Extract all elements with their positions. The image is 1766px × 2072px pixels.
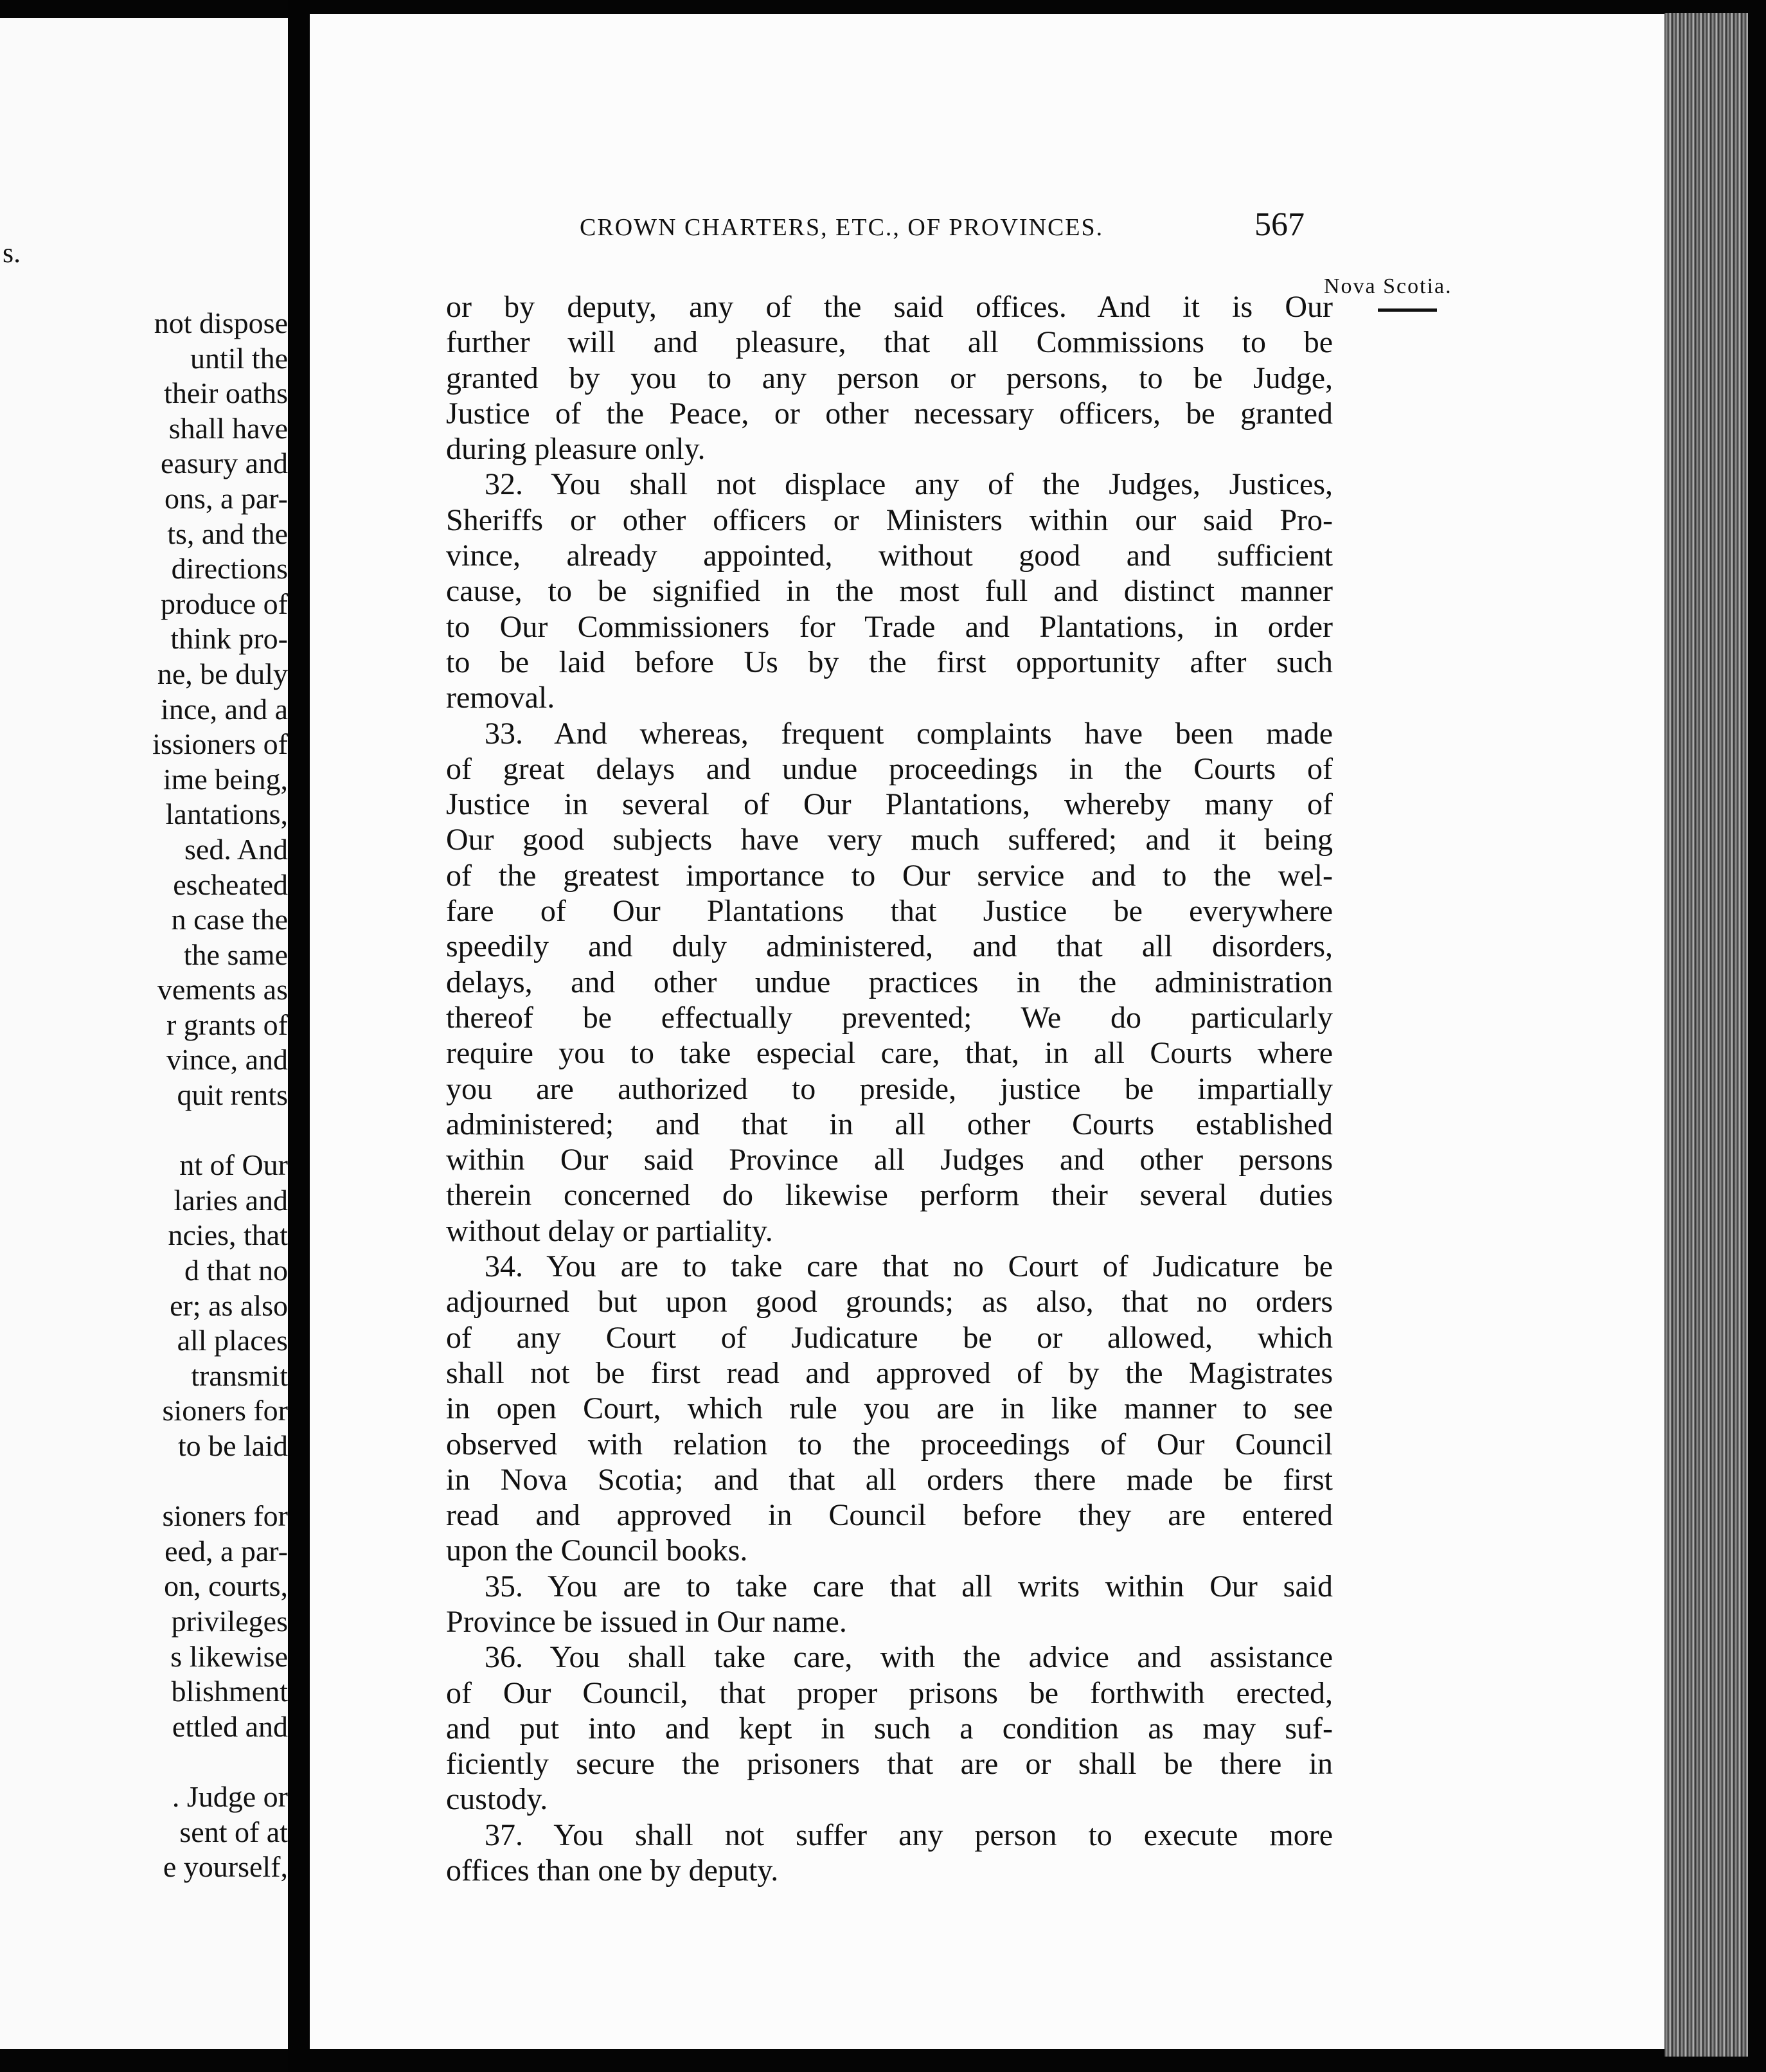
- text-line: Justice in several of Our Plantations, whereby many of: [446, 787, 1333, 822]
- text-line: ficiently secure the prisoners that are or shall be there in: [446, 1747, 1333, 1782]
- left-page-line: e yourself,: [163, 1850, 288, 1884]
- text-line: therein concerned do likewise perform their several duties: [446, 1178, 1333, 1213]
- left-page-line: shall have: [168, 411, 288, 445]
- left-page-line: directions: [171, 552, 288, 585]
- text-line: of great delays and undue proceedings in the Courts of: [446, 751, 1333, 786]
- left-page-line: their oaths: [164, 377, 288, 410]
- text-line: granted by you to any person or persons, to be Judge,: [446, 361, 1333, 395]
- left-page-line: to be laid: [177, 1429, 288, 1462]
- text-line: fare of Our Plantations that Justice be everywhere: [446, 894, 1333, 929]
- left-page-line: r grants of: [166, 1008, 288, 1041]
- text-line: further will and pleasure, that all Commissions to be: [446, 325, 1333, 360]
- left-page-line: ettled and: [172, 1710, 288, 1743]
- left-page-line: vements as: [157, 973, 288, 1006]
- text-line: 35. You are to take care that all writs within Our said: [485, 1569, 1333, 1603]
- text-line: 32. You shall not displace any of the Judges, Justices,: [485, 467, 1333, 502]
- left-page-line: ons, a par-: [165, 481, 288, 515]
- left-page: [0, 18, 288, 2049]
- text-line: of the greatest importance to Our service and to the wel-: [446, 858, 1333, 893]
- text-line: in Nova Scotia; and that all orders there made be first: [446, 1462, 1333, 1497]
- side-note-rule: [1378, 308, 1437, 312]
- text-line: 37. You shall not suffer any person to execute more: [485, 1817, 1333, 1852]
- text-line: to be laid before Us by the first opportunity after such: [446, 645, 1333, 679]
- left-page-line: ncies, that: [168, 1219, 288, 1252]
- text-line: Our good subjects have very much suffered; and it being: [446, 823, 1333, 857]
- text-line: Justice of the Peace, or other necessary officers, be granted: [446, 396, 1333, 431]
- text-line: adjourned but upon good grounds; as also, that no orders: [446, 1285, 1333, 1319]
- left-page-line: ts, and the: [167, 517, 288, 550]
- text-line: Province be issued in Our name.: [446, 1604, 847, 1639]
- left-page-line: ince, and a: [161, 692, 288, 726]
- text-line: 36. You shall take care, with the advice and assistance: [485, 1640, 1333, 1675]
- text-line: within Our said Province all Judges and other persons: [446, 1143, 1333, 1177]
- left-page-line: the same: [183, 938, 288, 971]
- text-line: you are authorized to preside, justice be impartially: [446, 1071, 1333, 1106]
- text-line: or by deputy, any of the said offices. And it is Our: [446, 290, 1333, 324]
- left-page-line: . Judge or: [172, 1780, 288, 1813]
- left-page-line: er; as also: [170, 1289, 288, 1322]
- left-page-line: vince, and: [166, 1043, 288, 1076]
- book-gutter: [288, 0, 310, 2072]
- text-line: of any Court of Judicature be or allowed, which: [446, 1320, 1333, 1355]
- left-page-line: [0, 1464, 288, 1499]
- text-line: administered; and that in all other Courts established: [446, 1107, 1333, 1141]
- left-page-line: n case the: [171, 903, 288, 936]
- left-page-line: [0, 1113, 288, 1148]
- left-page-line: blishment: [171, 1675, 288, 1708]
- text-line: vince, already appointed, without good and sufficient: [446, 539, 1333, 573]
- text-line: and put into and kept in such a condition as may suf-: [446, 1711, 1333, 1746]
- text-line: delays, and other undue practices in the administration: [446, 965, 1333, 999]
- left-page-line: sioners for: [162, 1499, 288, 1533]
- left-page-line: transmit: [191, 1359, 288, 1392]
- text-line: require you to take especial care, that, in all Courts where: [446, 1036, 1333, 1071]
- body-text: [446, 289, 1333, 1888]
- running-head: CROWN CHARTERS, ETC., OF PROVINCES.: [580, 214, 1104, 241]
- left-page-line: sioners for: [162, 1394, 288, 1427]
- left-page-line: sed. And: [184, 832, 288, 866]
- left-page-line: not dispose: [154, 307, 288, 339]
- left-page-line: easury and: [161, 447, 288, 480]
- left-page-line: laries and: [174, 1183, 288, 1217]
- left-page-line: eed, a par-: [165, 1534, 288, 1567]
- text-line: 34. You are to take care that no Court of Judicature be: [485, 1249, 1333, 1284]
- left-page-line: on, courts,: [164, 1569, 288, 1603]
- side-note: Nova Scotia.: [1324, 274, 1452, 298]
- left-page-line: produce of: [161, 587, 288, 620]
- left-page-line: nt of Our: [179, 1148, 288, 1182]
- left-page-line: think pro-: [170, 622, 288, 656]
- text-line: of Our Council, that proper prisons be forthwith erected,: [446, 1675, 1333, 1710]
- text-line: 33. And whereas, frequent complaints have been made: [485, 716, 1333, 751]
- left-page-line: d that no: [184, 1254, 288, 1287]
- text-line: offices than one by deputy.: [446, 1853, 779, 1888]
- text-line: removal.: [446, 681, 555, 715]
- text-line: thereof be effectually prevented; We do particularly: [446, 1000, 1333, 1035]
- text-line: in open Court, which rule you are in like manner to see: [446, 1391, 1333, 1426]
- left-page-line: [0, 1744, 288, 1780]
- text-line: custody.: [446, 1782, 548, 1817]
- text-line: cause, to be signified in the most full and distinct manner: [446, 574, 1333, 609]
- right-page: [310, 14, 1664, 2049]
- page-edges: [1664, 13, 1748, 2057]
- text-line: upon the Council books.: [446, 1533, 748, 1568]
- left-page-line: lantations,: [165, 798, 288, 831]
- text-line: Sheriffs or other officers or Ministers within our said Pro-: [446, 503, 1333, 537]
- left-page-marker: s.: [3, 237, 21, 269]
- text-line: to Our Commissioners for Trade and Plantations, in order: [446, 609, 1333, 644]
- text-line: without delay or partiality.: [446, 1213, 773, 1248]
- left-page-line: s likewise: [170, 1639, 288, 1673]
- left-page-line: issioners of: [152, 728, 288, 761]
- text-line: read and approved in Council before they are entered: [446, 1498, 1333, 1533]
- page-number: 567: [1254, 206, 1305, 243]
- left-page-text: [0, 306, 288, 1885]
- text-line: during pleasure only.: [446, 432, 706, 467]
- left-page-line: until the: [190, 341, 288, 375]
- left-page-line: quit rents: [177, 1078, 288, 1112]
- text-line: shall not be first read and approved of by the Magistrates: [446, 1355, 1333, 1390]
- left-page-line: privileges: [171, 1604, 288, 1638]
- left-page-line: sent of at: [179, 1815, 288, 1848]
- left-page-line: all places: [177, 1324, 288, 1357]
- text-line: observed with relation to the proceedings of Our Council: [446, 1427, 1333, 1461]
- left-page-line: ne, be duly: [157, 657, 288, 690]
- left-page-line: escheated: [173, 868, 288, 901]
- text-line: speedily and duly administered, and that all disorders,: [446, 929, 1333, 964]
- left-page-line: ime being,: [163, 762, 288, 796]
